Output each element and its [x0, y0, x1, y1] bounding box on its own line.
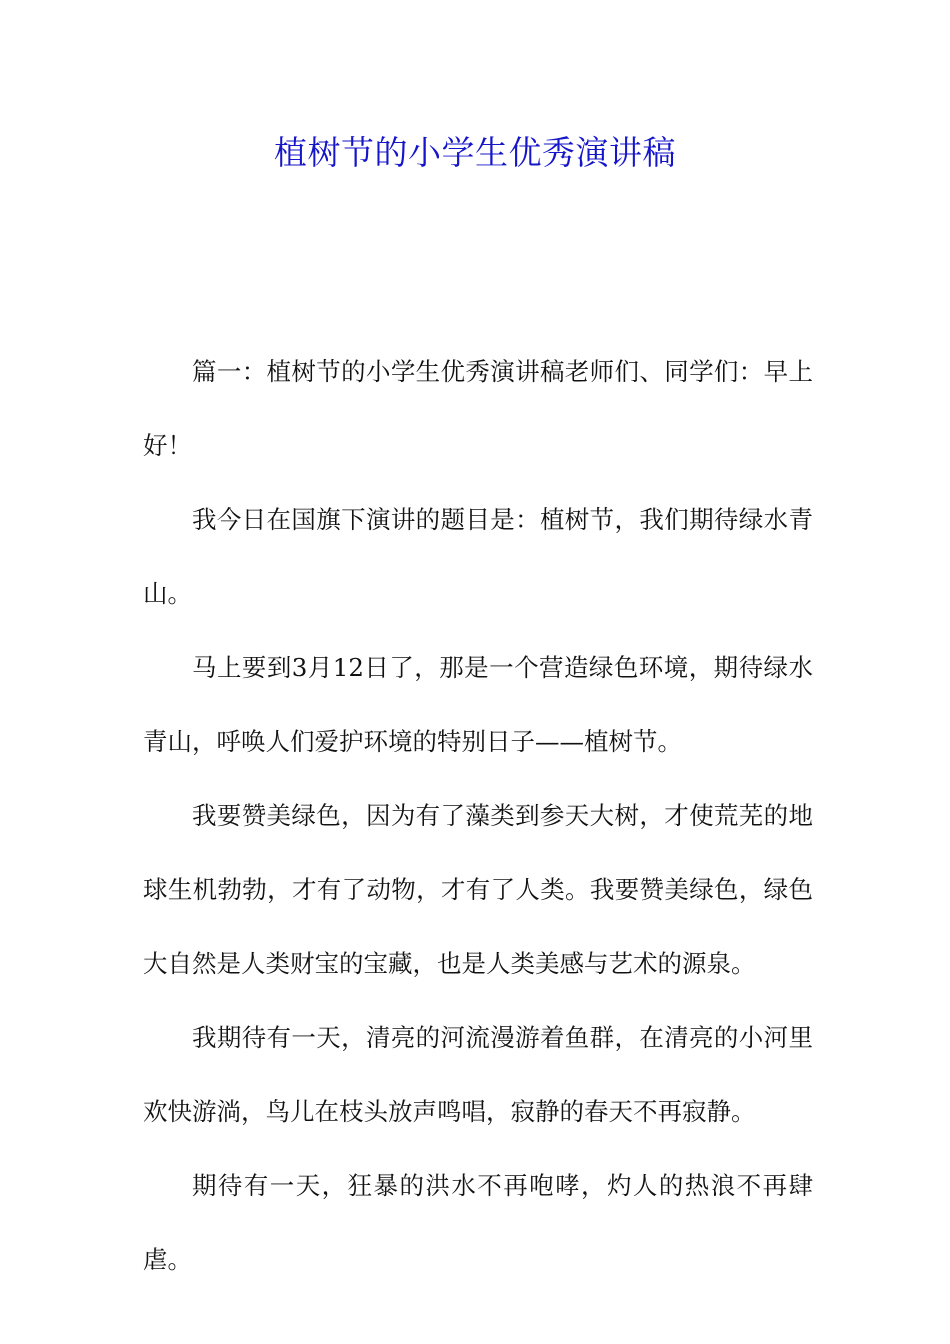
paragraph-4: 我要赞美绿色，因为有了藻类到参天大树，才使荒芜的地球生机勃勃，才有了动物，才有了人类。我要赞美绿色，绿色大自然是人类财宝的宝藏，也是人类美感与艺术的源泉。: [143, 801, 813, 978]
paragraph-3: 马上要到3月12日了，那是一个营造绿色环境，期待绿水青山，呼唤人们爱护环境的特别日子——植树节。: [143, 653, 813, 756]
paragraph-6: 期待有一天，狂暴的洪水不再咆哮，灼人的热浪不再肆虐。: [143, 1171, 813, 1274]
document-body: [143, 335, 813, 1297]
paragraph-5: 我期待有一天，清亮的河流漫游着鱼群，在清亮的小河里欢快游淌，鸟儿在枝头放声鸣唱，寂静的春天不再寂静。: [143, 1023, 813, 1126]
paragraph-1: 篇一：植树节的小学生优秀演讲稿老师们、同学们：早上好！: [143, 357, 813, 460]
document-title: 植树节的小学生优秀演讲稿: [274, 133, 676, 172]
paragraph-2: 我今日在国旗下演讲的题目是：植树节，我们期待绿水青山。: [143, 505, 813, 608]
